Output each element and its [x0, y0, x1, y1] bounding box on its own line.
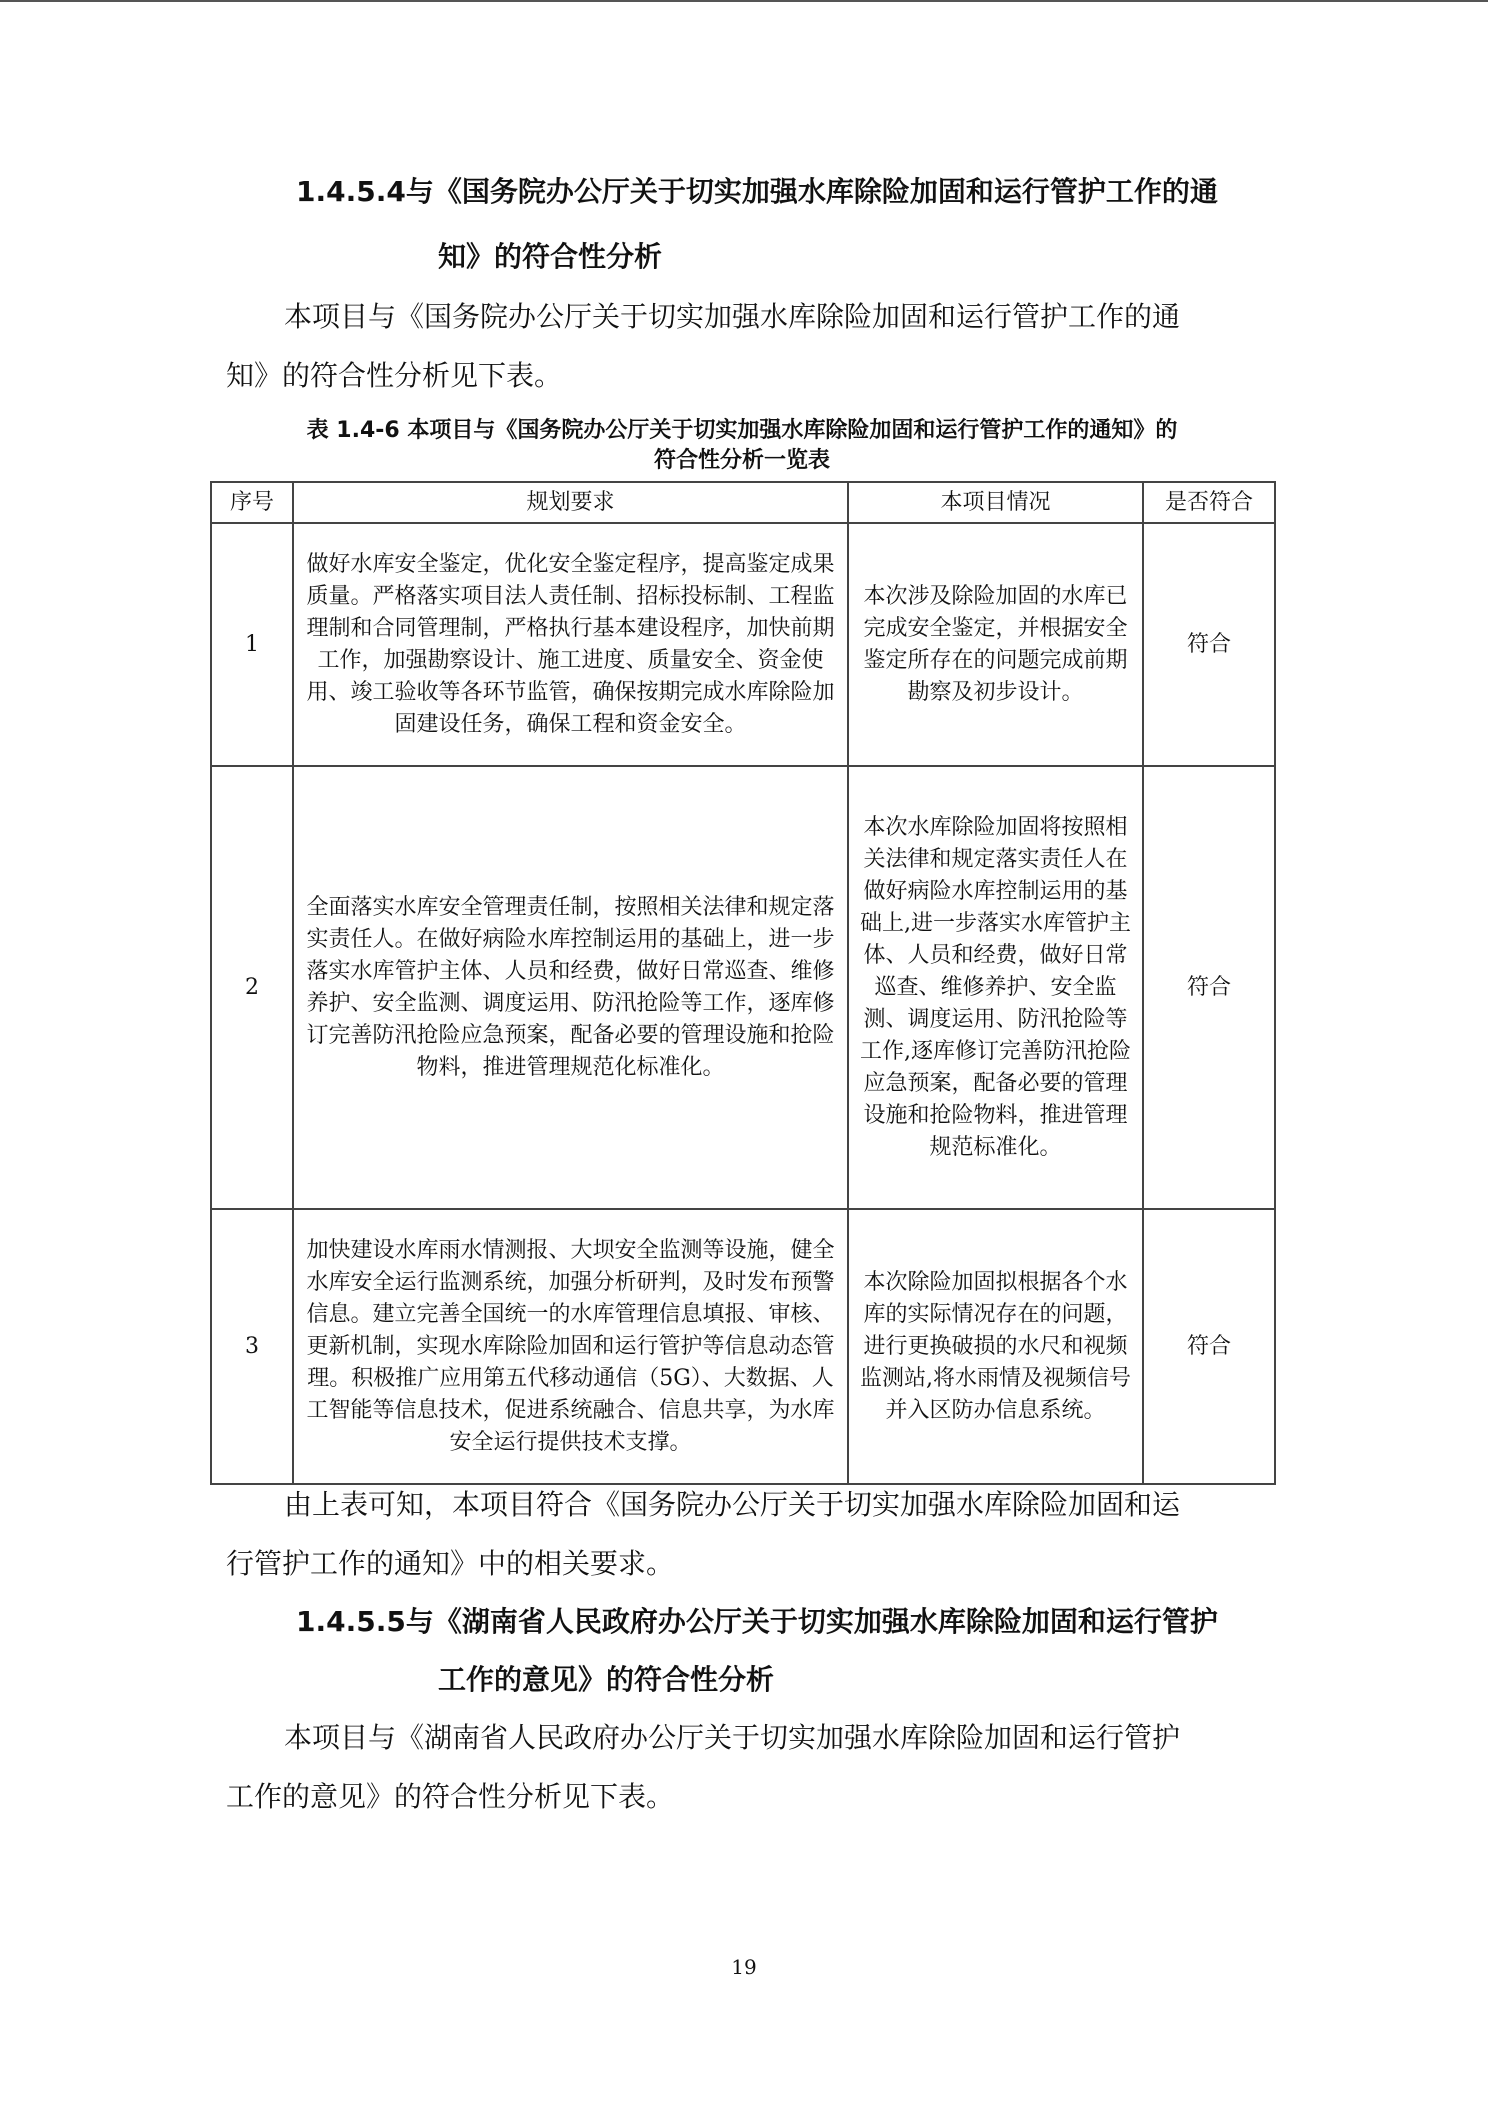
row-compliance: 符合	[1143, 766, 1275, 1209]
table-row	[211, 766, 1275, 1209]
row-serial-number: 2	[211, 766, 293, 1209]
header-project-situation: 本项目情况	[848, 482, 1143, 523]
table-row	[211, 1209, 1275, 1484]
header-compliance: 是否符合	[1143, 482, 1275, 523]
row-serial-number: 3	[211, 1209, 293, 1484]
header-serial-number: 序号	[211, 482, 293, 523]
table-caption-line-2: 符合性分析一览表	[653, 448, 830, 473]
intro-paragraph-1-line-1: 本项目与《国务院办公厅关于切实加强水库除险加固和运行管护工作的通	[284, 300, 1181, 333]
table-header-row	[211, 482, 1275, 523]
table-row	[211, 523, 1275, 766]
section-heading-1-line-2: 知》的符合性分析	[438, 240, 663, 273]
intro-paragraph-2-line-1: 本项目与《湖南省人民政府办公厅关于切实加强水库除险加固和运行管护	[284, 1721, 1181, 1754]
row-requirement: 全面落实水库安全管理责任制，按照相关法律和规定落实责任人。在做好病险水库控制运用的基础上，进一步落实水库管护主体、人员和经费，做好日常巡查、维修养护、安全监测、调度运用、防汛抢险等工作，逐库修订完善防汛抢险应急预案，配备必要的管理设施和抢险物料，推进管理规范化标准化。	[293, 766, 848, 1209]
section-heading-2-line-2: 工作的意见》的符合性分析	[438, 1663, 775, 1696]
table-caption-line-1: 表 1.4-6 本项目与《国务院办公厅关于切实加强水库除险加固和运行管护工作的通知》的	[306, 418, 1178, 443]
section-heading-2-line-1: 1.4.5.5与《湖南省人民政府办公厅关于切实加强水库除险加固和运行管护	[296, 1605, 1218, 1638]
intro-paragraph-1-line-2: 知》的符合性分析见下表。	[226, 359, 563, 392]
row-requirement: 做好水库安全鉴定，优化安全鉴定程序，提高鉴定成果质量。严格落实项目法人责任制、招标投标制、工程监理制和合同管理制，严格执行基本建设程序，加快前期工作，加强勘察设计、施工进度、质量安全、资金使用、竣工验收等各环节监管，确保按期完成水库除险加固建设任务，确保工程和资金安全。	[293, 523, 848, 766]
row-compliance: 符合	[1143, 1209, 1275, 1484]
compliance-table	[210, 481, 1276, 1485]
row-project-situation: 本次涉及除险加固的水库已完成安全鉴定，并根据安全鉴定所存在的问题完成前期勘察及初步设计。	[848, 523, 1143, 766]
intro-paragraph-2-line-2: 工作的意见》的符合性分析见下表。	[226, 1780, 675, 1813]
row-requirement: 加快建设水库雨水情测报、大坝安全监测等设施，健全水库安全运行监测系统，加强分析研判，及时发布预警信息。建立完善全国统一的水库管理信息填报、审核、更新机制，实现水库除险加固和运行管护等信息动态管理。积极推广应用第五代移动通信（5G）、大数据、人工智能等信息技术，促进系统融合、信息共享，为水库安全运行提供技术支撑。	[293, 1209, 848, 1484]
section-heading-1-line-1: 1.4.5.4与《国务院办公厅关于切实加强水库除险加固和运行管护工作的通	[296, 175, 1218, 208]
row-compliance: 符合	[1143, 523, 1275, 766]
header-requirement: 规划要求	[293, 482, 848, 523]
page-top-border	[0, 0, 1488, 2]
page-number: 19	[731, 1955, 757, 1979]
row-serial-number: 1	[211, 523, 293, 766]
conclusion-line-2: 行管护工作的通知》中的相关要求。	[226, 1547, 675, 1580]
row-project-situation: 本次水库除险加固将按照相关法律和规定落实责任人在做好病险水库控制运用的基础上,进一步落实水库管护主体、人员和经费，做好日常巡查、维修养护、安全监测、调度运用、防汛抢险等工作,逐库修订完善防汛抢险应急预案，配备必要的管理设施和抢险物料，推进管理规范标准化。	[848, 766, 1143, 1209]
row-project-situation: 本次除险加固拟根据各个水库的实际情况存在的问题，进行更换破损的水尺和视频监测站,将水雨情及视频信号并入区防办信息系统。	[848, 1209, 1143, 1484]
conclusion-line-1: 由上表可知，本项目符合《国务院办公厅关于切实加强水库除险加固和运	[284, 1488, 1181, 1521]
